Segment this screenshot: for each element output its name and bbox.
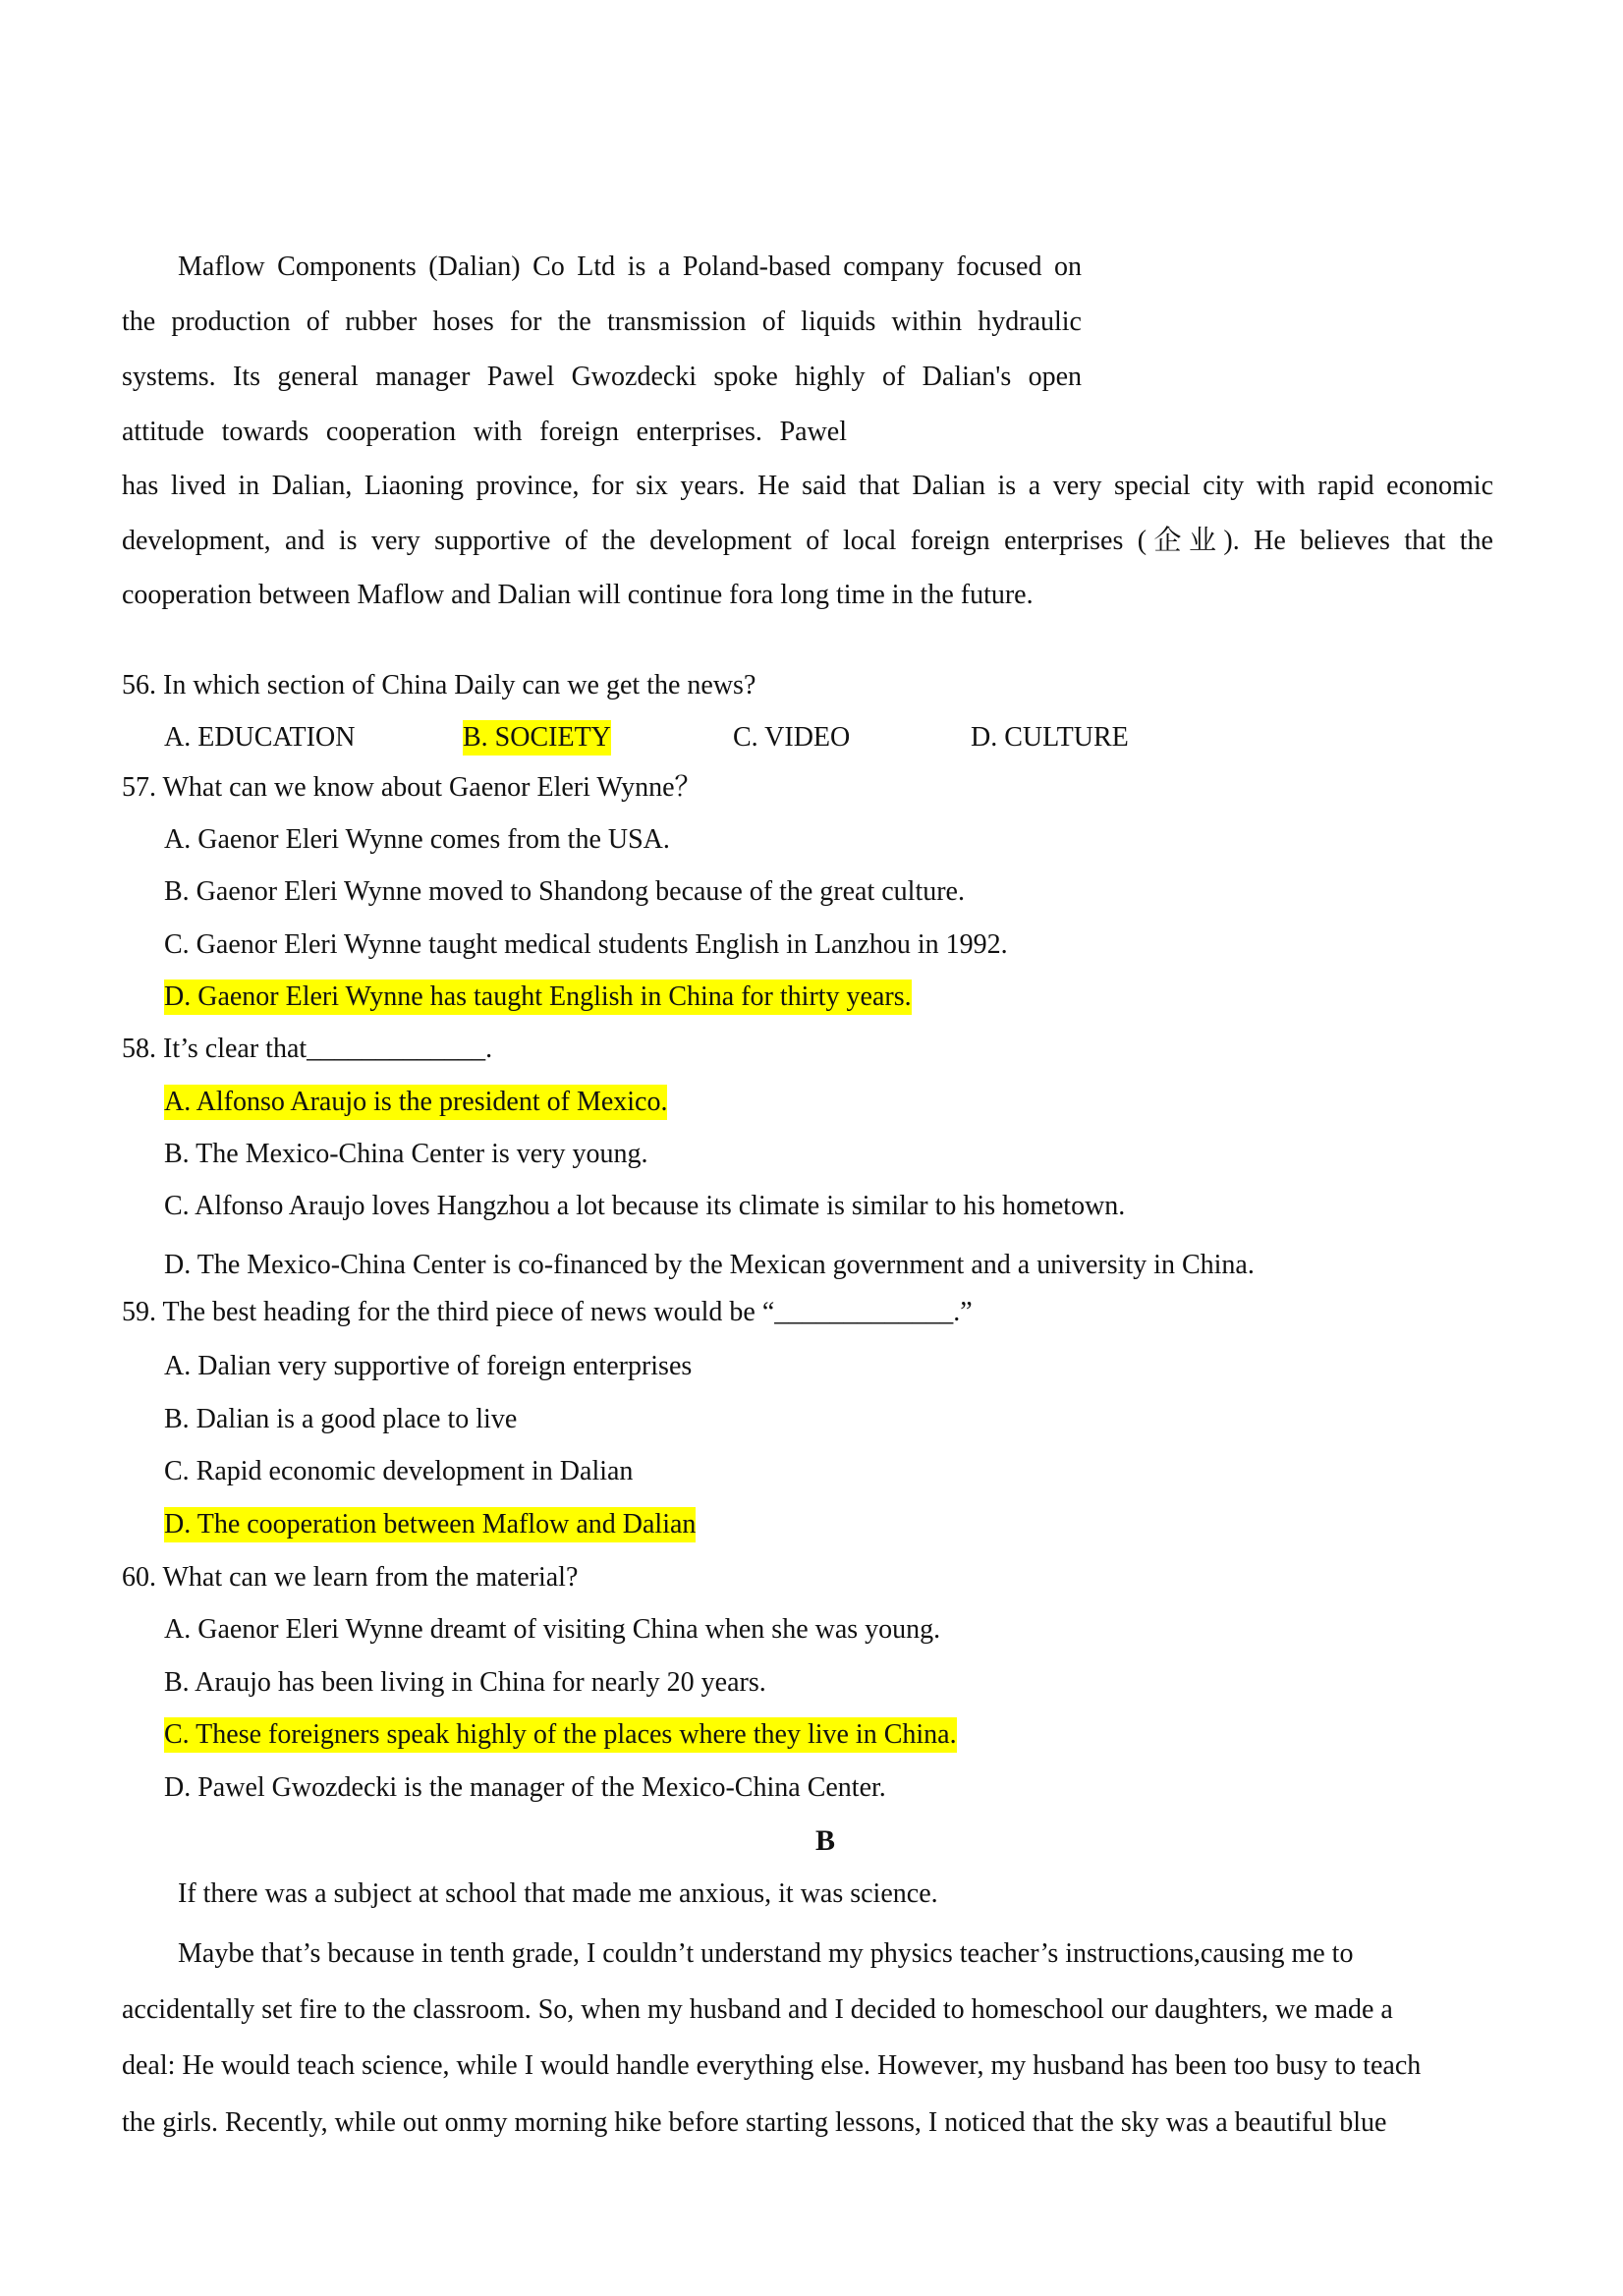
passage-line: systems. Its general manager Pawel Gwozdecki spoke highly of Dalian's open (122, 362, 1082, 392)
q57-option-a[interactable]: A. Gaenor Eleri Wynne comes from the USA. (164, 824, 670, 855)
section-b-line: deal: He would teach science, while I would handle everything else. However, my husband has been too busy to teach (122, 2050, 1422, 2081)
q56-option-d[interactable]: D. CULTURE (971, 722, 1129, 753)
passage-line: cooperation between Maflow and Dalian will continue fora long time in the future. (122, 580, 1034, 610)
question-60-stem: 60. What can we learn from the material? (122, 1562, 579, 1593)
passage-line: Maflow Components (Dalian) Co Ltd is a Poland-based company focused on (178, 252, 1082, 282)
q60-option-a[interactable]: A. Gaenor Eleri Wynne dreamt of visiting China when she was young. (164, 1614, 941, 1645)
section-b-line: accidentally set fire to the classroom. So, when my husband and I decided to homeschool our daughters, we made a (122, 1994, 1393, 2025)
section-b-line: Maybe that’s because in tenth grade, I couldn’t understand my physics teacher’s instructions,causing me to (178, 1938, 1354, 1969)
section-b-line: If there was a subject at school that made me anxious, it was science. (178, 1878, 938, 1909)
q58-option-a[interactable]: A. Alfonso Araujo is the president of Mexico. (164, 1085, 667, 1120)
question-56-stem: 56. In which section of China Daily can we get the news? (122, 670, 756, 700)
q59-option-b[interactable]: B. Dalian is a good place to live (164, 1404, 518, 1434)
q59-option-c[interactable]: C. Rapid economic development in Dalian (164, 1456, 634, 1486)
question-59-stem: 59. The best heading for the third piece of news would be “_____________.” (122, 1297, 973, 1327)
passage-line: has lived in Dalian, Liaoning province, for six years. He said that Dalian is a very special city with rapid economic (122, 471, 1493, 501)
q56-option-c[interactable]: C. VIDEO (733, 722, 851, 753)
q58-option-d[interactable]: D. The Mexico-China Center is co-financed by the Mexican government and a university in China. (164, 1250, 1255, 1280)
q56-option-b[interactable]: B. SOCIETY (463, 720, 611, 756)
passage-line: attitude towards cooperation with foreign enterprises. Pawel (122, 417, 847, 447)
q59-option-d[interactable]: D. The cooperation between Maflow and Dalian (164, 1507, 696, 1542)
q57-option-c[interactable]: C. Gaenor Eleri Wynne taught medical students English in Lanzhou in 1992. (164, 929, 1008, 960)
passage-line: development, and is very supportive of the development of local foreign enterprises (企业). He believes that the (122, 526, 1493, 556)
q60-option-c[interactable]: C. These foreigners speak highly of the places where they live in China. (164, 1717, 957, 1753)
q60-option-d[interactable]: D. Pawel Gwozdecki is the manager of the Mexico-China Center. (164, 1772, 886, 1803)
q57-option-d[interactable]: D. Gaenor Eleri Wynne has taught English in China for thirty years. (164, 980, 912, 1015)
section-b-heading: B (814, 1824, 835, 1857)
q60-option-b[interactable]: B. Araujo has been living in China for nearly 20 years. (164, 1667, 766, 1698)
q56-option-a[interactable]: A. EDUCATION (164, 722, 356, 753)
question-58-stem: 58. It’s clear that_____________. (122, 1034, 493, 1064)
q58-option-c[interactable]: C. Alfonso Araujo loves Hangzhou a lot because its climate is similar to his hometown. (164, 1191, 1126, 1221)
section-b-line: the girls. Recently, while out onmy morning hike before starting lessons, I noticed that the sky was a beautiful blue (122, 2107, 1387, 2138)
question-57-stem: 57. What can we know about Gaenor Eleri Wynne？ (122, 772, 702, 803)
passage-line: the production of rubber hoses for the transmission of liquids within hydraulic (122, 307, 1082, 337)
q57-option-b[interactable]: B. Gaenor Eleri Wynne moved to Shandong because of the great culture. (164, 876, 965, 907)
q59-option-a[interactable]: A. Dalian very supportive of foreign enterprises (164, 1351, 693, 1381)
q58-option-b[interactable]: B. The Mexico-China Center is very young. (164, 1139, 648, 1169)
